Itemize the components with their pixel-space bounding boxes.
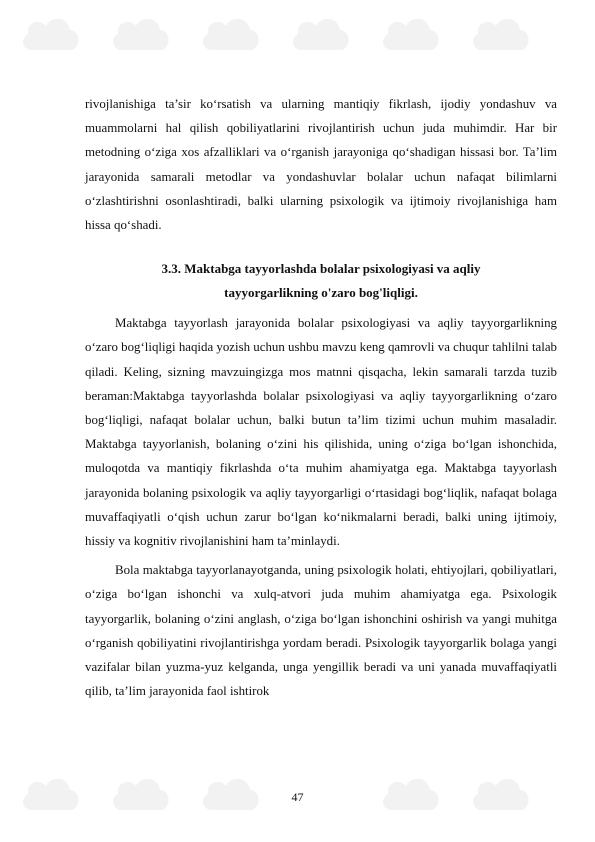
page-number: 47 xyxy=(291,790,304,804)
section-heading-line2: tayyorgarlikning o'zaro bog'liqligi. xyxy=(224,285,418,301)
paragraph-body-1: Maktabga tayyorlash jarayonida bolalar psixologiyasi va aqliy tayyorgarlikning o‘zaro bog‘liqligi haqida yozish uchun ushbu mavzu keng qamrovli va chuqur tahlilni talab qiladi. Keling, sizning mavzuingizga mos matnni qisqacha, lekin samarali tarzda tuzib beraman:Maktabga tayyorlashda bolalar psixologiyasi va aqliy tayyorgarlikning o‘zaro bog‘liqligi, nafaqat bolalar uchun, balki butun ta’lim tizimi uchun muhim masaladir. Maktabga tayyorlanish, bolaning o‘zini his qilishida, uning o‘ziga bo‘lgan ishonchida, muloqotda va mantiqiy fikrlashda o‘ta muhim ahamiyatga ega. Maktabga tayyorlash jarayonida bolaning psixologik va aqliy tayyorgarligi o‘rtasidagi bog‘liqlik, nafaqat bolaga muvaffaqiyatli o‘qish uchun zarur bo‘lgan ko‘nikmalarni beradi, balki uning ijtimoiy, hissiy va kognitiv rivojlanishini ham ta’minlaydi. xyxy=(85,316,557,549)
section-heading-line1: 3.3. Maktabga tayyorlashda bolalar psixologiyasi va aqliy xyxy=(161,261,481,277)
section-heading xyxy=(85,257,557,305)
paragraph-body-2: Bola maktabga tayyorlanayotganda, uning psixologik holati, ehtiyojlari, qobiliyatlari, o‘ziga bo‘lgan ishonchi va xulq-atvori juda muhim ahamiyatga ega. Psixologik tayyorgarlik, bolaning o‘zini anglash, o‘ziga bo‘lgan ishonchini oshirish va yangi muhitga o‘rganish qobiliyatini rivojlantirishga yordam beradi. Psixologik tayyorgarlik bolaga yangi vazifalar bilan yuzma-yuz kelganda, unga yengillik beradi va uni yanada muvaffaqiyatli qilib, ta’lim jarayonida faol ishtirok xyxy=(85,563,557,699)
paragraph-intro: rivojlanishiga ta’sir ko‘rsatish va ularning mantiqiy fikrlash, ijodiy yondashuv va muammolarni hal qilish qobiliyatlarini rivojlantirish uchun juda muhimdir. Har bir metodning o‘ziga xos afzalliklari va o‘rganish jarayoniga qo‘shadigan hissasi bor. Ta’lim jarayonida samarali metodlar va yondashuvlar bolalar uchun nafaqat bilimlarni o‘zlashtirishni osonlashtiradi, balki ularning psixologik va ijtimoiy rivojlanishiga ham hissa qo‘shadi. xyxy=(85,97,557,233)
document-page xyxy=(85,92,557,703)
